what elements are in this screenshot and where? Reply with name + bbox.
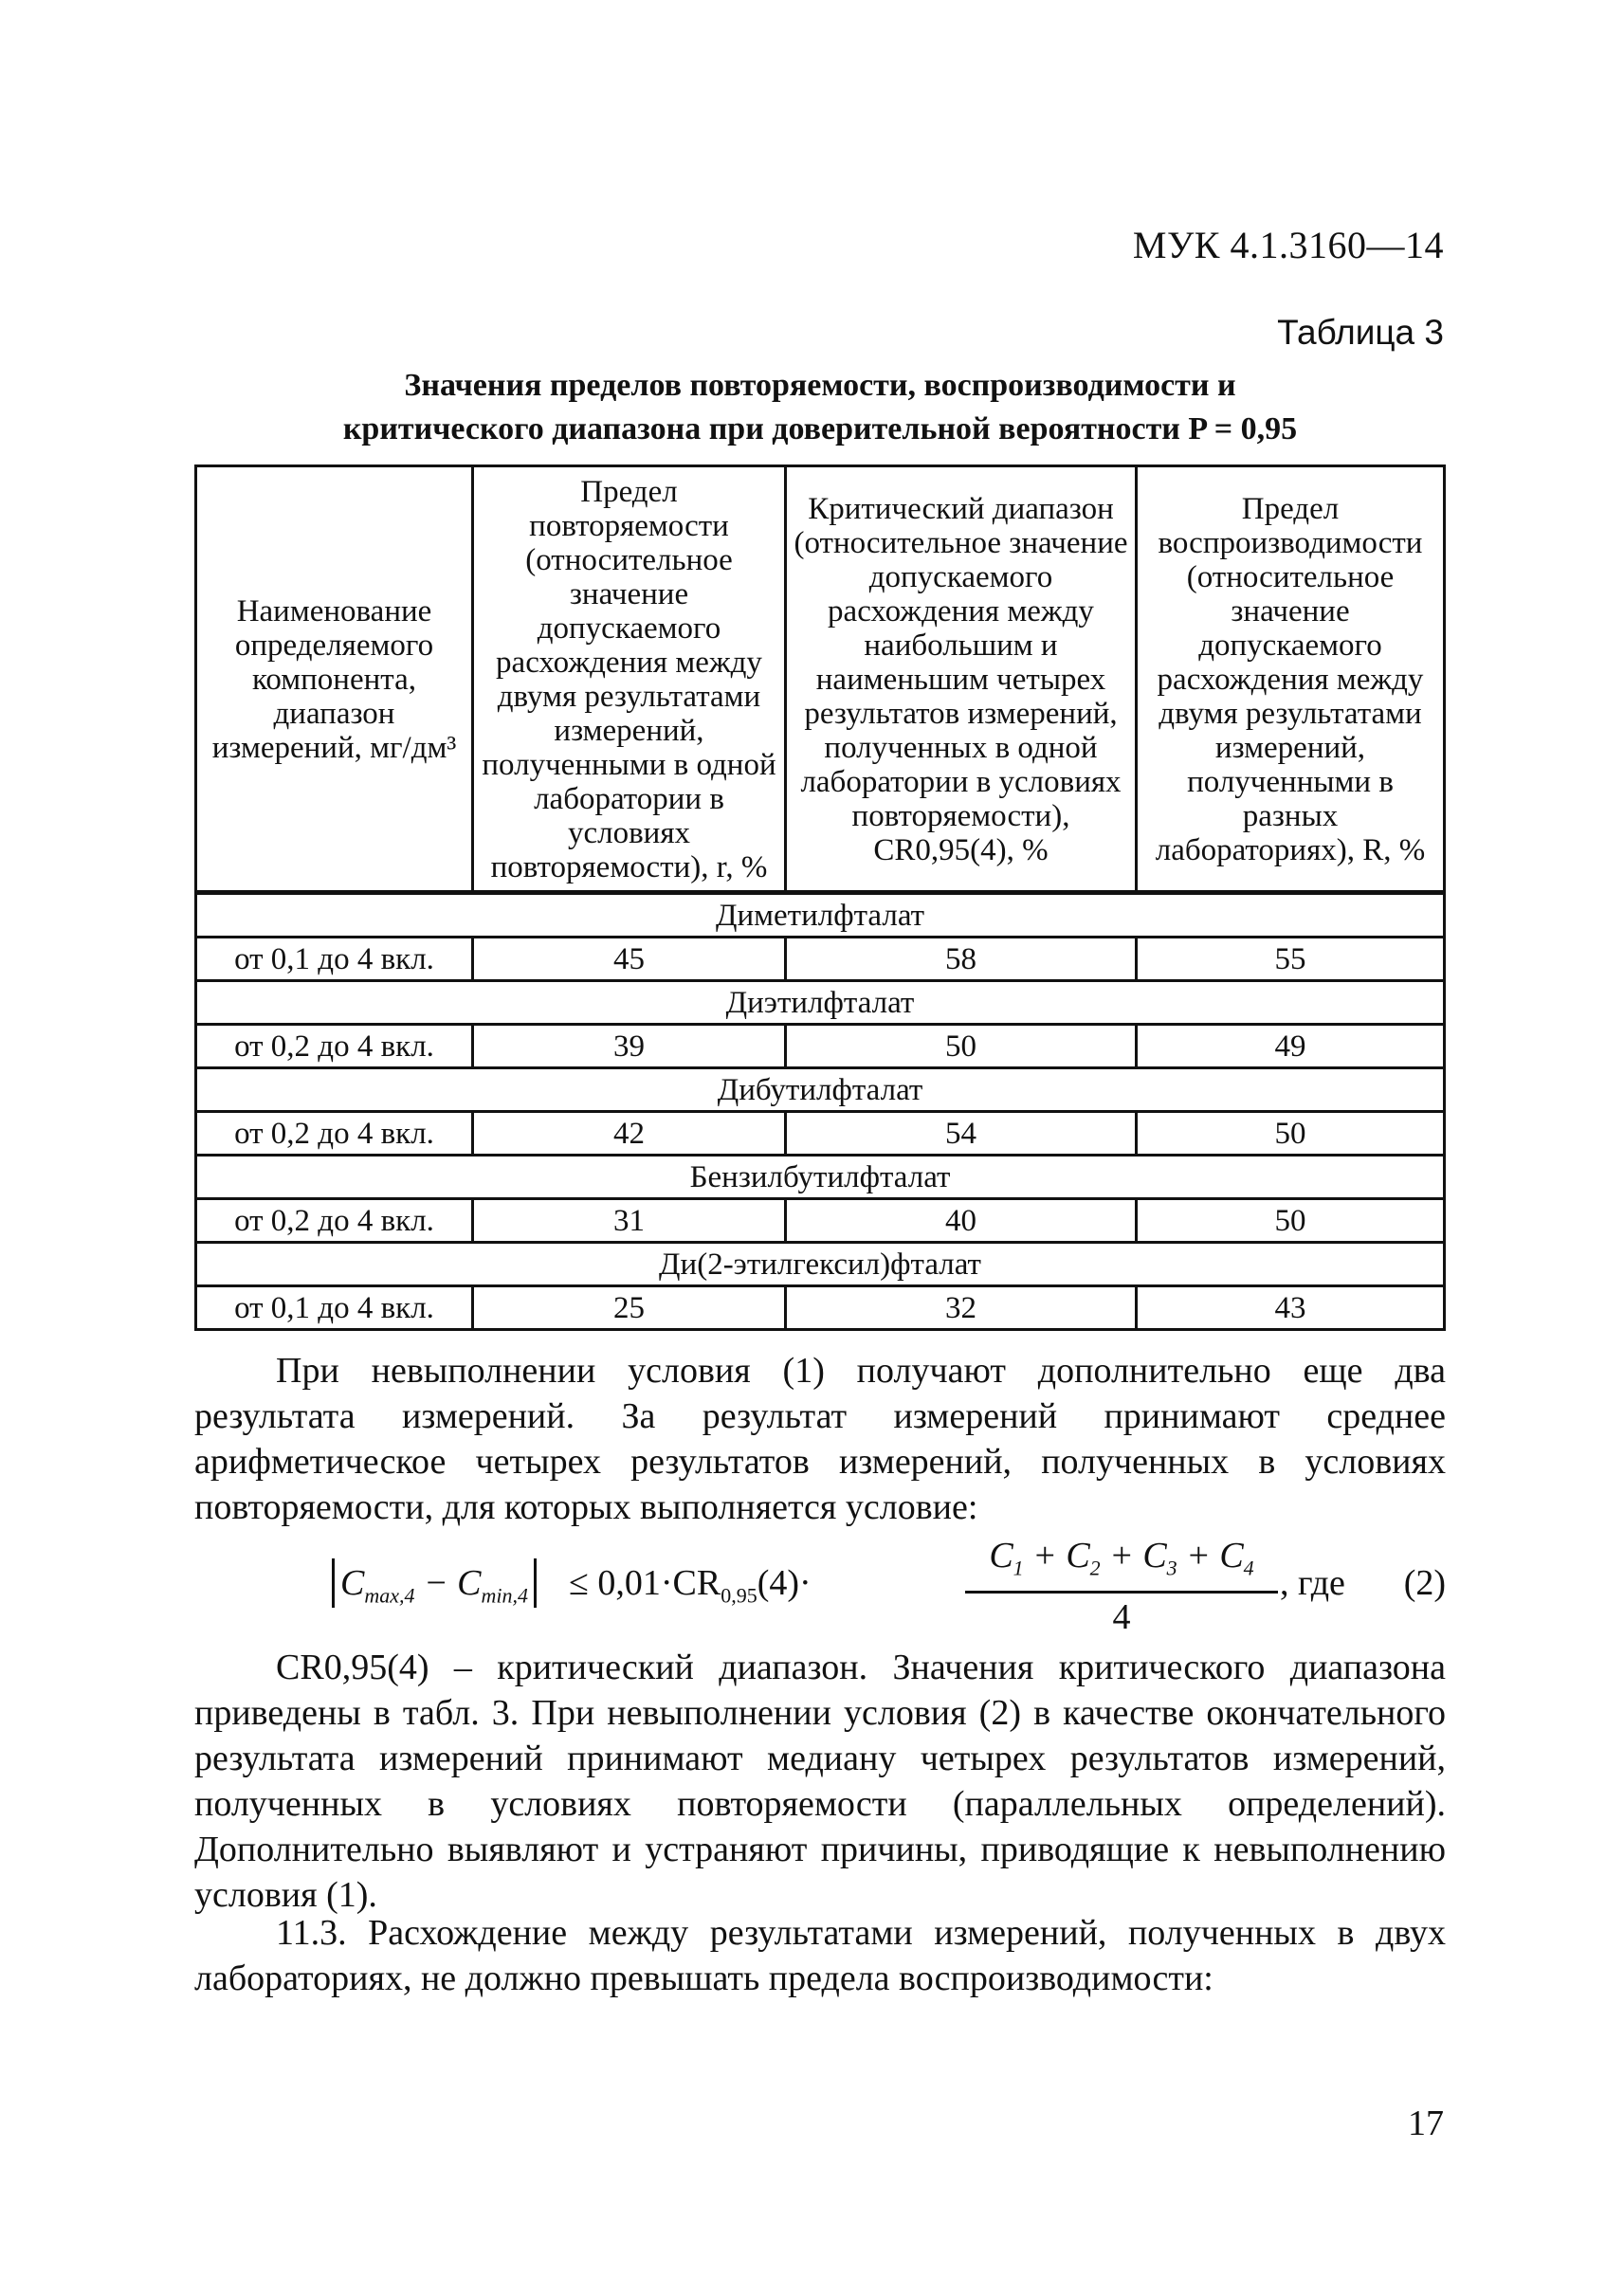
critical-range-cell: 58 [786, 938, 1137, 981]
reproducibility-cell: 49 [1137, 1025, 1445, 1068]
critical-range-cell: 40 [786, 1199, 1137, 1243]
formula-numerator: $C_1 + C_2 + C_3 + C_4$ [965, 1534, 1278, 1594]
formula-lhs: $C_{max,4} - C_{min,4}$ [332, 1558, 537, 1608]
table-title-line-1: Значения пределов повторяемости, воспроизводимости и [404, 368, 1236, 403]
range-cell: от 0,2 до 4 вкл. [196, 1025, 473, 1068]
table-group-row [196, 1156, 1445, 1199]
table-group-row [196, 893, 1445, 938]
table-title-line-2: критического диапазона при доверительной вероятности P = 0,95 [342, 411, 1298, 446]
header-repeatability: Предел повторяемости (относительное значение допускаемого расхождения между двумя результатами измерений, полученными в одной лаборатории в условиях повторяемости), r, % [473, 466, 786, 893]
range-cell: от 0,1 до 4 вкл. [196, 1286, 473, 1330]
formula-fraction [965, 1534, 1278, 1641]
repeatability-cell: 39 [473, 1025, 786, 1068]
critical-range-cell: 54 [786, 1112, 1137, 1156]
formula-where: , где [1280, 1563, 1345, 1603]
document-code: МУК 4.1.3160—14 [1132, 224, 1444, 266]
group-name-cell: Диметилфталат [196, 893, 1445, 938]
repeatability-cell: 42 [473, 1112, 786, 1156]
table-number: Таблица 3 [1277, 313, 1444, 352]
header-reproducibility: Предел воспроизводимости (относительное значение допускаемого расхождения между двумя результатами измерений, полученными в разных лабораториях), R, % [1137, 466, 1445, 893]
range-cell: от 0,2 до 4 вкл. [196, 1199, 473, 1243]
table-group-row [196, 1243, 1445, 1286]
reproducibility-cell: 50 [1137, 1112, 1445, 1156]
repeatability-cell: 25 [473, 1286, 786, 1330]
repeatability-cell: 45 [473, 938, 786, 981]
table-row [196, 1112, 1445, 1156]
paragraph-1: При невыполнении условия (1) получают дополнительно еще два результата измерений. За результат измерений принимают среднее арифметическое четырех результатов измерений, полученных в условиях повторяемости, для которых выполняется условие: [194, 1351, 1446, 1527]
group-name-cell: Бензилбутилфталат [196, 1156, 1445, 1199]
formula-2 [332, 1534, 1446, 1638]
group-name-cell: Дибутилфталат [196, 1068, 1445, 1112]
table-row [196, 1199, 1445, 1243]
table-body [196, 893, 1445, 1330]
range-cell: от 0,1 до 4 вкл. [196, 938, 473, 981]
table-row [196, 938, 1445, 981]
formula-rhs: ≤ $0,01\cdot CR_{0,95}(4)\cdot$ [569, 1563, 812, 1608]
reproducibility-cell: 55 [1137, 938, 1445, 981]
equation-number: (2) [1403, 1563, 1446, 1603]
table-group-row [196, 981, 1445, 1025]
table-header-row [196, 466, 1445, 893]
table-title [194, 364, 1446, 451]
range-cell: от 0,2 до 4 вкл. [196, 1112, 473, 1156]
table-group-row [196, 1068, 1445, 1112]
critical-range-cell: 32 [786, 1286, 1137, 1330]
reproducibility-cell: 50 [1137, 1199, 1445, 1243]
critical-range-cell: 50 [786, 1025, 1137, 1068]
table-row [196, 1286, 1445, 1330]
repeatability-cell: 31 [473, 1199, 786, 1243]
paragraph-3: 11.3. Расхождение между результатами измерений, полученных в двух лабораториях, не должно превышать предела воспроизводимости: [194, 1913, 1446, 1998]
reproducibility-cell: 43 [1137, 1286, 1445, 1330]
table-row [196, 1025, 1445, 1068]
data-table [194, 464, 1446, 1331]
group-name-cell: Ди(2-этилгексил)фталат [196, 1243, 1445, 1286]
group-name-cell: Диэтилфталат [196, 981, 1445, 1025]
header-critical-range: Критический диапазон (относительное значение допускаемого расхождения между наибольшим и наименьшим четырех результатов измерений, полученных в одной лаборатории в условиях повторяемости), CR0,95(4), % [786, 466, 1137, 893]
header-component-name: Наименование определяемого компонента, диапазон измерений, мг/дм³ [196, 466, 473, 893]
page-number: 17 [1408, 2104, 1444, 2143]
formula-denominator: 4 [1112, 1596, 1131, 1637]
data-table-container [194, 464, 1446, 1331]
paragraph-2: CR0,95(4) – критический диапазон. Значения критического диапазона приведены в табл. 3. При невыполнении условия (2) в качестве окончательного результата измерений принимают медиану четырех результатов измерений, полученных в условиях повторяемости (параллельных определений). Дополнительно выявляют и устраняют причины, приводящие к невыполнению условия (1). [194, 1648, 1446, 1915]
